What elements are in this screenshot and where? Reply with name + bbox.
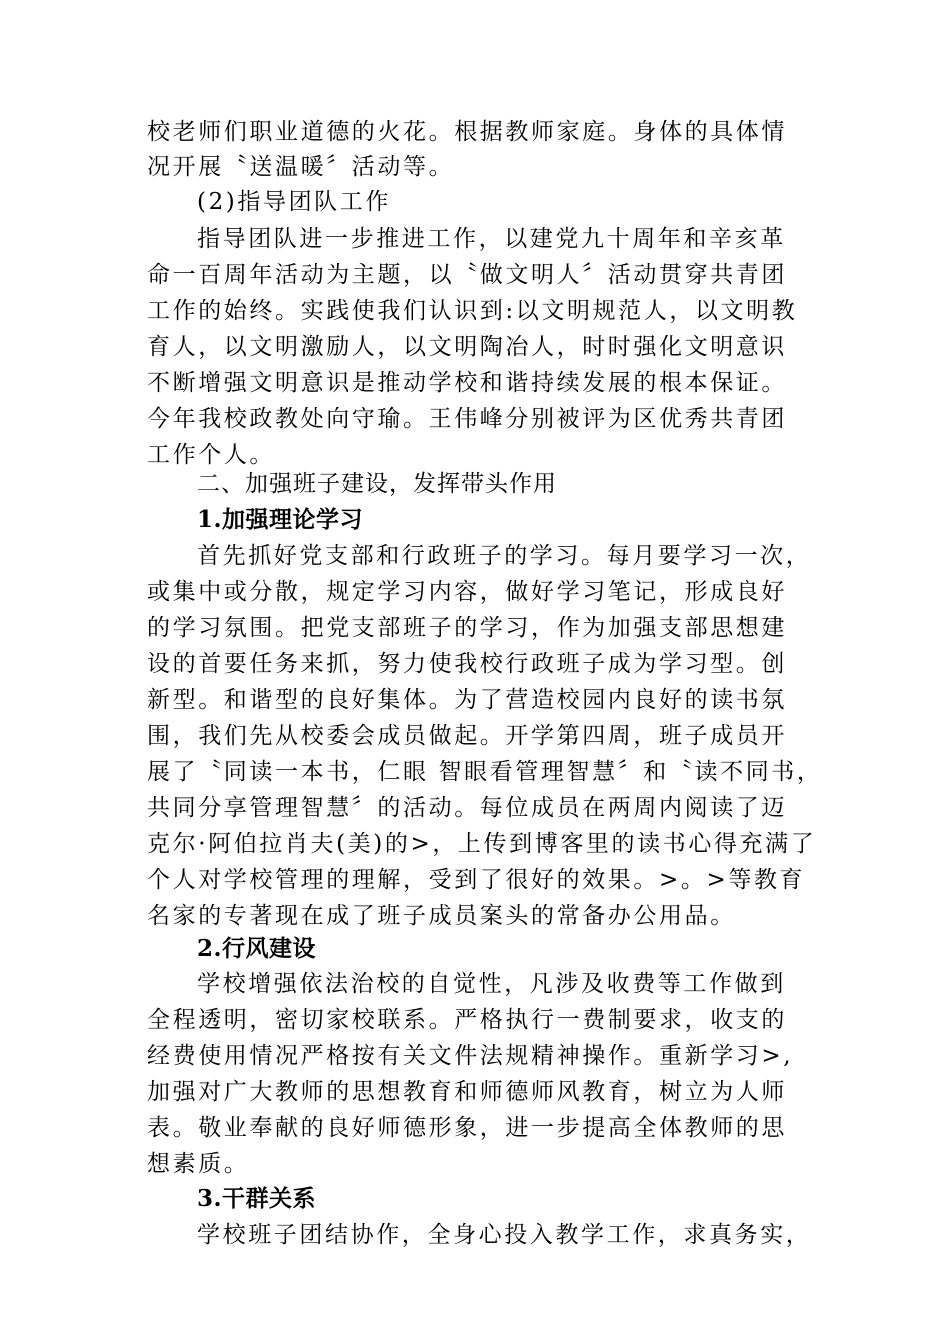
paragraph-line: 学校增强依法治校的自觉性，凡涉及收费等工作做到 [197, 971, 786, 997]
paragraph-line: 展了〝同读一本书，仁眼 智眼看管理智慧〞和〝读不同书， [147, 759, 823, 785]
paragraph-line: 或集中或分散，规定学习内容，做好学习笔记，形成良好 [147, 579, 787, 605]
paragraph-line: 想素质。 [147, 1151, 250, 1177]
paragraph-line: 设的首要任务来抓，努力使我校行政班子成为学习型。创 [147, 651, 787, 677]
paragraph-line: 克尔·阿伯拉肖夫(美)的>，上传到博客里的读书心得充满了 [147, 831, 817, 857]
paragraph-line: 今年我校政教处向守瑜。王伟峰分别被评为区优秀共青团 [147, 406, 787, 432]
paragraph-line: 围，我们先从校委会成员做起。开学第四周，班子成员开 [147, 723, 787, 749]
paragraph-line: 育人，以文明激励人，以文明陶冶人，时时强化文明意识 [147, 334, 787, 360]
paragraph-line: 命一百周年活动为主题，以〝做文明人〞活动贯穿共青团 [147, 262, 787, 288]
paragraph-line: 经费使用情况严格按有关文件法规精神操作。重新学习>, [147, 1043, 794, 1069]
paragraph-line: 工作的始终。实践使我们认识到:以文明规范人，以文明教 [147, 298, 798, 324]
subsection-heading: 1.加强理论学习 [197, 506, 364, 533]
paragraph-line: 的学习氛围。把党支部班子的学习，作为加强支部思想建 [147, 615, 787, 641]
paragraph-line: 学校班子团结协作，全身心投入教学工作，求真务实， [197, 1222, 812, 1248]
paragraph-line: 况开展〝送温暖〞活动等。 [147, 154, 455, 180]
paragraph-line: 新型。和谐型的良好集体。为了营造校园内良好的读书氛 [147, 687, 787, 713]
subsection-heading: 3.干群关系 [197, 1185, 317, 1212]
paragraph-line: 校老师们职业道德的火花。根据教师家庭。身体的具体情 [147, 119, 787, 145]
paragraph-line: 表。敬业奉献的良好师德形象，进一步提高全体教师的思 [147, 1115, 787, 1141]
paragraph-line: 加强对广大教师的思想教育和师德师风教育，树立为人师 [147, 1079, 787, 1105]
paragraph-line: 个人对学校管理的理解，受到了很好的效果。>。>等教育 [147, 867, 806, 893]
paragraph-line: 名家的专著现在成了班子成员案头的常备办公用品。 [147, 903, 736, 929]
paragraph-line: 工作个人。 [147, 442, 275, 468]
paragraph-line: 不断增强文明意识是推动学校和谐持续发展的根本保证。 [147, 370, 787, 396]
paragraph-line: 全程透明，密切家校联系。严格执行一费制要求，收支的 [147, 1007, 787, 1033]
paragraph-line: 共同分享管理智慧〞的活动。每位成员在两周内阅读了迈 [147, 795, 787, 821]
section-heading: 二、加强班子建设，发挥带头作用 [197, 471, 557, 497]
paragraph-line: 指导团队进一步推进工作，以建党九十周年和辛亥革 [197, 226, 786, 252]
subsection-title: (2)指导团队工作 [197, 189, 391, 215]
subsection-heading: 2.行风建设 [197, 935, 317, 962]
paragraph-line: 首先抓好党支部和行政班子的学习。每月要学习一次， [197, 543, 812, 569]
